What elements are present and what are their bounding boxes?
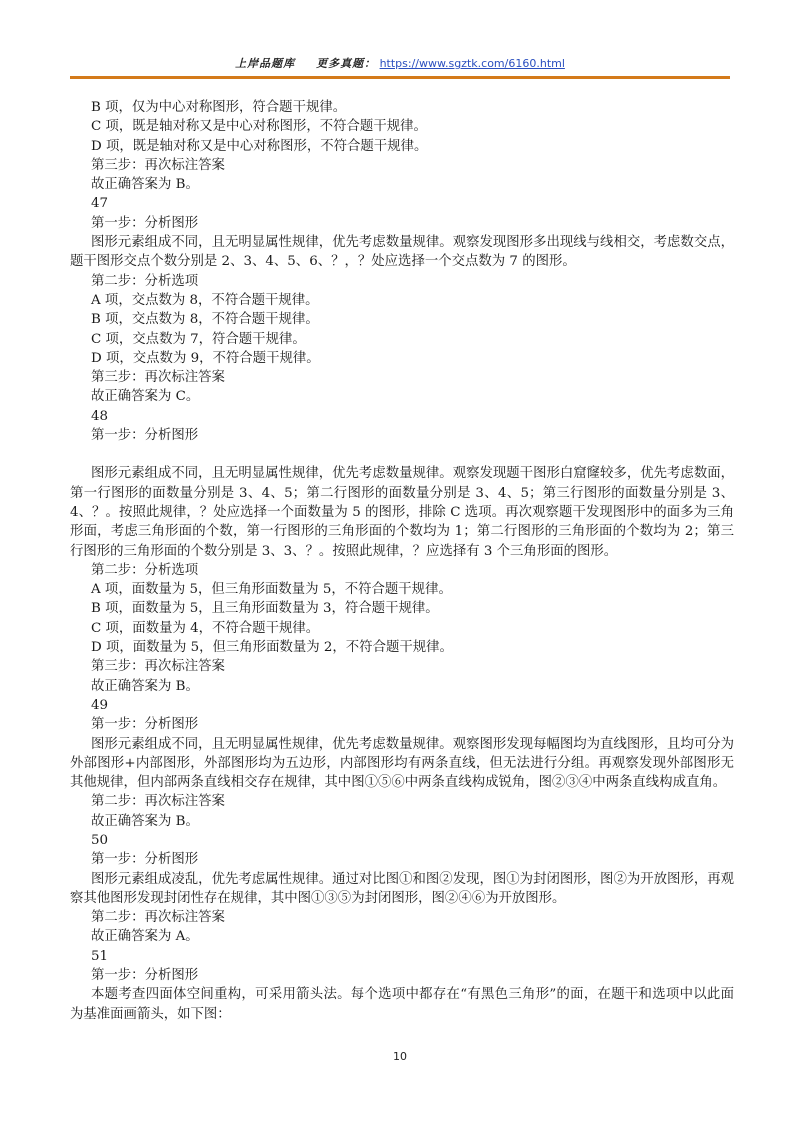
option-line: A 项，交点数为 8，不符合题干规律。: [91, 292, 319, 308]
option-line: B 项，交点数为 8，不符合题干规律。: [91, 312, 319, 328]
step-heading: 第一步：分析图形: [91, 968, 199, 984]
answer-line: 故正确答案为 B。: [91, 678, 199, 694]
option-line: A 项，面数量为 5，但三角形面数量为 5，不符合题干规律。: [91, 582, 452, 598]
step-heading: 第一步：分析图形: [91, 215, 199, 231]
header-brand: 上岸品题库: [235, 57, 296, 70]
step-heading: 第一步：分析图形: [91, 717, 199, 733]
option-line: D 项，交点数为 9，不符合题干规律。: [91, 350, 320, 366]
step-heading: 第二步：分析选项: [91, 273, 199, 289]
header-separator: [299, 57, 313, 70]
option-line: C 项，面数量为 4，不符合题干规律。: [91, 620, 320, 636]
analysis-paragraph: 图形元素组成不同，且无明显属性规律，优先考虑数量规律。观察发现图形多出现线与线相交，考虑数交点，题干图形交点个数分别是 2、3、4、5、6、？，？处应选择一个交点数为 7 的图形。: [70, 235, 734, 270]
answer-line: 故正确答案为 B。: [91, 813, 199, 829]
option-line: C 项，既是轴对称又是中心对称图形，不符合题干规律。: [91, 119, 427, 135]
analysis-paragraph: 本题考查四面体空间重构，可采用箭头法。每个选项中都存在“有黑色三角形”的面，在题干和选项中以此面为基准面画箭头，如下图：: [70, 987, 734, 1022]
question-number: 50: [91, 832, 109, 848]
page-number: 10: [393, 1050, 407, 1063]
step-heading: 第一步：分析图形: [91, 852, 199, 868]
step-heading: 第三步：再次标注答案: [91, 157, 225, 173]
page-header: [70, 56, 730, 78]
header-url-link[interactable]: https://www.sgztk.com/6160.html: [379, 57, 565, 70]
analysis-paragraph: 图形元素组成不同，且无明显属性规律，优先考虑数量规律。观察发现题干图形白窟窿较多，优先考虑数面，第一行图形的面数量分别是 3、4、5；第二行图形的面数量分别是 3、4、5；第三行图形的面数量分别是 3、4、？。按照此规律，？处应选择一个面数量为 5 的图形，排除 C 选项。再次观察题干发现图形中的面多为三角形面，考虑三角形面的个数，第一行图形的三角形面的个数均为 1；第二行图形的三角形面的个数均为 2；第三行图形的三角形面的个数分别是 3、3、？。按照此规律，？应选择有 3 个三角形面的图形。: [70, 466, 734, 559]
step-heading: 第二步：再次标注答案: [91, 910, 225, 926]
option-line: D 项，既是轴对称又是中心对称图形，不符合题干规律。: [91, 138, 428, 154]
header-divider: [70, 76, 730, 79]
option-line: C 项，交点数为 7，符合题干规律。: [91, 331, 306, 347]
answer-line: 故正确答案为 A。: [91, 929, 199, 945]
question-number: 48: [91, 408, 109, 424]
blank-gap: [70, 445, 734, 464]
document-body: [70, 98, 734, 1024]
option-line: B 项，面数量为 5，且三角形面数量为 3，符合题干规律。: [91, 601, 439, 617]
answer-line: 故正确答案为 B。: [91, 177, 199, 193]
question-number: 51: [91, 948, 109, 964]
analysis-paragraph: 图形元素组成不同，且无明显属性规律，优先考虑数量规律。观察图形发现每幅图均为直线图形，且均可分为外部图形+内部图形，外部图形均为五边形，内部图形均有两条直线，但无法进行分组。再观察发现外部图形无其他规律，但内部两条直线相交存在规律，其中图①⑤⑥中两条直线构成锐角，图②③④中两条直线构成直角。: [70, 736, 734, 791]
option-line: B 项，仅为中心对称图形，符合题干规律。: [91, 100, 347, 115]
step-heading: 第三步：再次标注答案: [91, 370, 225, 386]
header-more-label: 更多真题：: [316, 57, 377, 70]
analysis-paragraph: 图形元素组成凌乱，优先考虑属性规律。通过对比图①和图②发现，图①为封闭图形，图②为开放图形，再观察其他图形发现封闭性存在规律，其中图①③⑤为封闭图形，图②④⑥为开放图形。: [70, 871, 734, 906]
step-heading: 第二步：再次标注答案: [91, 794, 225, 810]
step-heading: 第二步：分析选项: [91, 562, 199, 578]
answer-line: 故正确答案为 C。: [91, 389, 200, 405]
question-number: 47: [91, 196, 109, 212]
step-heading: 第一步：分析图形: [91, 428, 199, 444]
step-heading: 第三步：再次标注答案: [91, 659, 225, 675]
question-number: 49: [91, 697, 109, 713]
option-line: D 项，面数量为 5，但三角形面数量为 2，不符合题干规律。: [91, 640, 453, 656]
